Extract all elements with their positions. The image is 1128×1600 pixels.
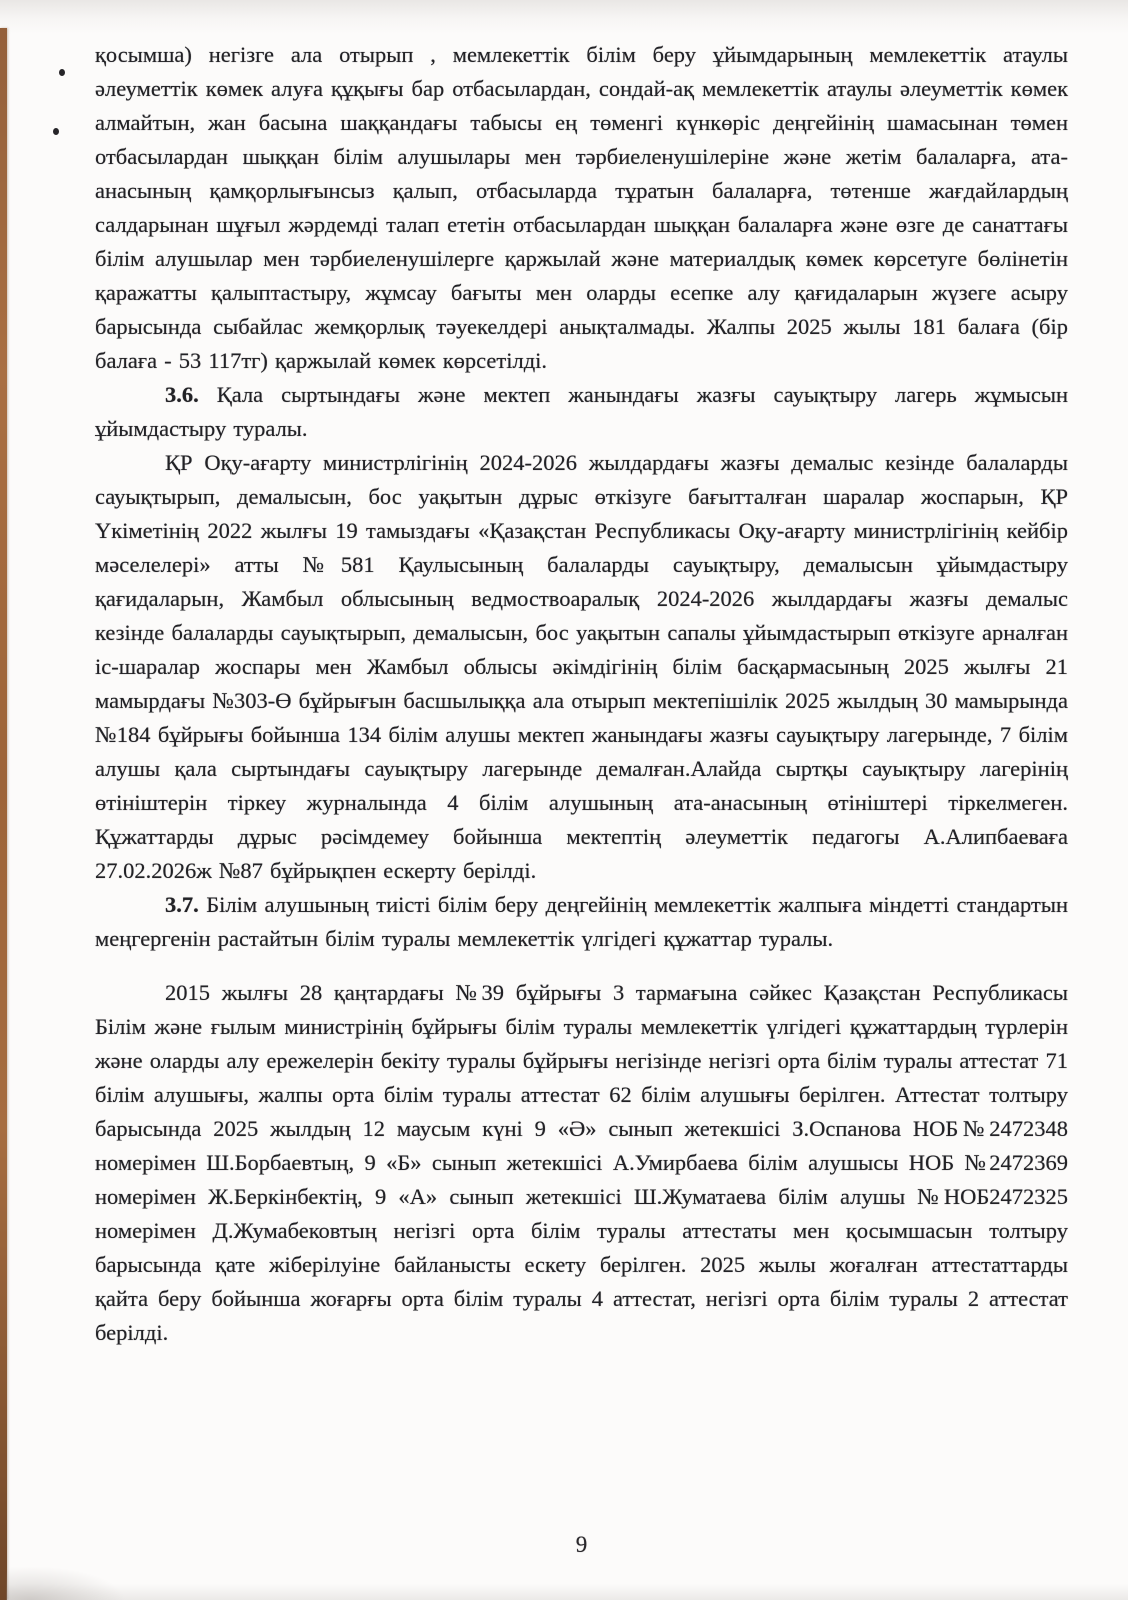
document-body <box>95 38 1068 1350</box>
paragraph <box>95 888 1068 956</box>
paragraph-text: ҚР Оқу-ағарту министрлігінің 2024-2026 жылдардағы жазғы демалыс кезінде балаларды сауықтырып, демалысын, бос уақытын дұрыс өткізуге бағытталған шаралар жоспарын, ҚР Үкіметінің 2022 жылғы 19 тамыздағы «Қазақстан Республикасы Оқу-ағарту министрлігінің кейбір мәселелері» атты №581 Қаулысының балаларды сауықтыру, демалысын ұйымдастыру қағидаларын, Жамбыл облысының ведмоствоаралық 2024-2026 жылдардағы жазғы демалыс кезінде балаларды сауықтырып, демалысын, бос уақытын сапалы ұйымдастырып өткізуге арналған іс-шаралар жоспары мен Жамбыл облысы әкімдігінің білім басқармасының 2025 жылғы 21 мамырдағы №303-Ө бұйрығын басшылыққа ала отырып мектепішілік 2025 жылдың 30 мамырында №184 бұйрығы бойынша 134 білім алушы мектеп жанындағы жазғы сауықтыру лагерынде, 7 білім алушы қала сыртындағы сауықтыру лагерынде демалған.Алайда сыртқы сауықтыру лагерінің өтініштерін тіркеу журналында 4 білім алушының ата-анасының өтініштері тіркелмеген. Құжаттарды дұрыс рәсімдемеу бойынша мектептің әлеуметтік педагогы А.Алипбаеваға 27.02.2026ж №87 бұйрықпен ескерту берілді. <box>95 450 1068 883</box>
paragraph-text: Қала сыртындағы және мектеп жанындағы жазғы сауықтыру лагерь жұмысын ұйымдастыру туралы. <box>95 382 1068 441</box>
paragraph-text: Білім алушының тиісті білім беру деңгейінің мемлекеттік жалпыға міндетті стандартын меңгергенін растайтын білім туралы мемлекеттік үлгідегі құжаттар туралы. <box>95 892 1069 951</box>
paragraph <box>95 976 1068 1350</box>
scan-edge-strip <box>0 28 7 1600</box>
paragraph-text: 2015 жылғы 28 қаңтардағы №39 бұйрығы 3 тармағына сәйкес Қазақстан Республикасы Білім және ғылым министрінің бұйрығы білім туралы мемлекеттік үлгідегі құжаттардың түрлерін және оларды алу ережелерін бекіту туралы бұйрығы негізінде негізгі орта білім туралы аттестат 71 білім алушығы, жалпы орта білім туралы аттестат 62 білім алушығы берілген. Аттестат толтыру барысында 2025 жылдың 12 маусым күні 9 «Ә» сынып жетекшісі З.Оспанова НОБ№2472348 номерімен Ш.Борбаевтың, 9 «Б» сынып жетекшісі А.Умирбаева білім алушысы НОБ №2472369 номерімен Ж.Беркінбектің, 9 «А» сынып жетекшісі Ш.Жуматаева білім алушы №НОБ2472325 номерімен Д.Жумабековтың негізгі орта білім туралы аттестаты мен қосымшасын толтыру барысында қате жіберілуіне байланысты ескету берілген. 2025 жылы жоғалған аттестаттарды қайта беру бойынша жоғарғы орта білім туралы 4 аттестат, негізгі орта білім туралы 2 аттестат берілді. <box>95 980 1068 1345</box>
section-number: 3.7. <box>165 892 207 917</box>
ink-dot <box>53 128 59 135</box>
section-number: 3.6. <box>165 382 217 407</box>
paragraph <box>95 446 1068 888</box>
paragraph <box>95 378 1068 446</box>
paragraph <box>95 38 1068 378</box>
paragraph-text: қосымша) негізге ала отырып , мемлекеттік білім беру ұйымдарының мемлекеттік атаулы әлеуметтік көмек алуға құқығы бар отбасылардан, сондай-ақ мемлекеттік атаулы әлеуметтік көмек алмайтын, жан басына шаққандағы табысы ең төменгі күнкөріс деңгейінің шамасынан төмен отбасылардан шыққан білім алушылары мен тәрбиеленушілеріне және жетім балаларға, ата-анасының қамқорлығынсыз қалып, отбасыларда тұратын балаларға, төтенше жағдайлардың салдарынан шұғыл жәрдемді талап ететін отбасылардан шыққан балаларға және өзге де санаттағы білім алушылар мен тәрбиеленушілерге қаржылай және материалдық көмек көрсетуге бөлінетін қаражатты қалыптастыру, жұмсау бағыты мен оларды есепке алу қағидаларын жүзеге асыру барысында сыбайлас жемқорлық тәуекелдері анықталмады. Жалпы 2025 жылы 181 балаға (бір балаға - 53 117тг) қаржылай көмек көрсетілді. <box>95 42 1068 373</box>
ink-dot <box>59 69 65 76</box>
page-number: 9 <box>575 1532 588 1557</box>
scan-corner-smudge <box>6 1566 126 1600</box>
